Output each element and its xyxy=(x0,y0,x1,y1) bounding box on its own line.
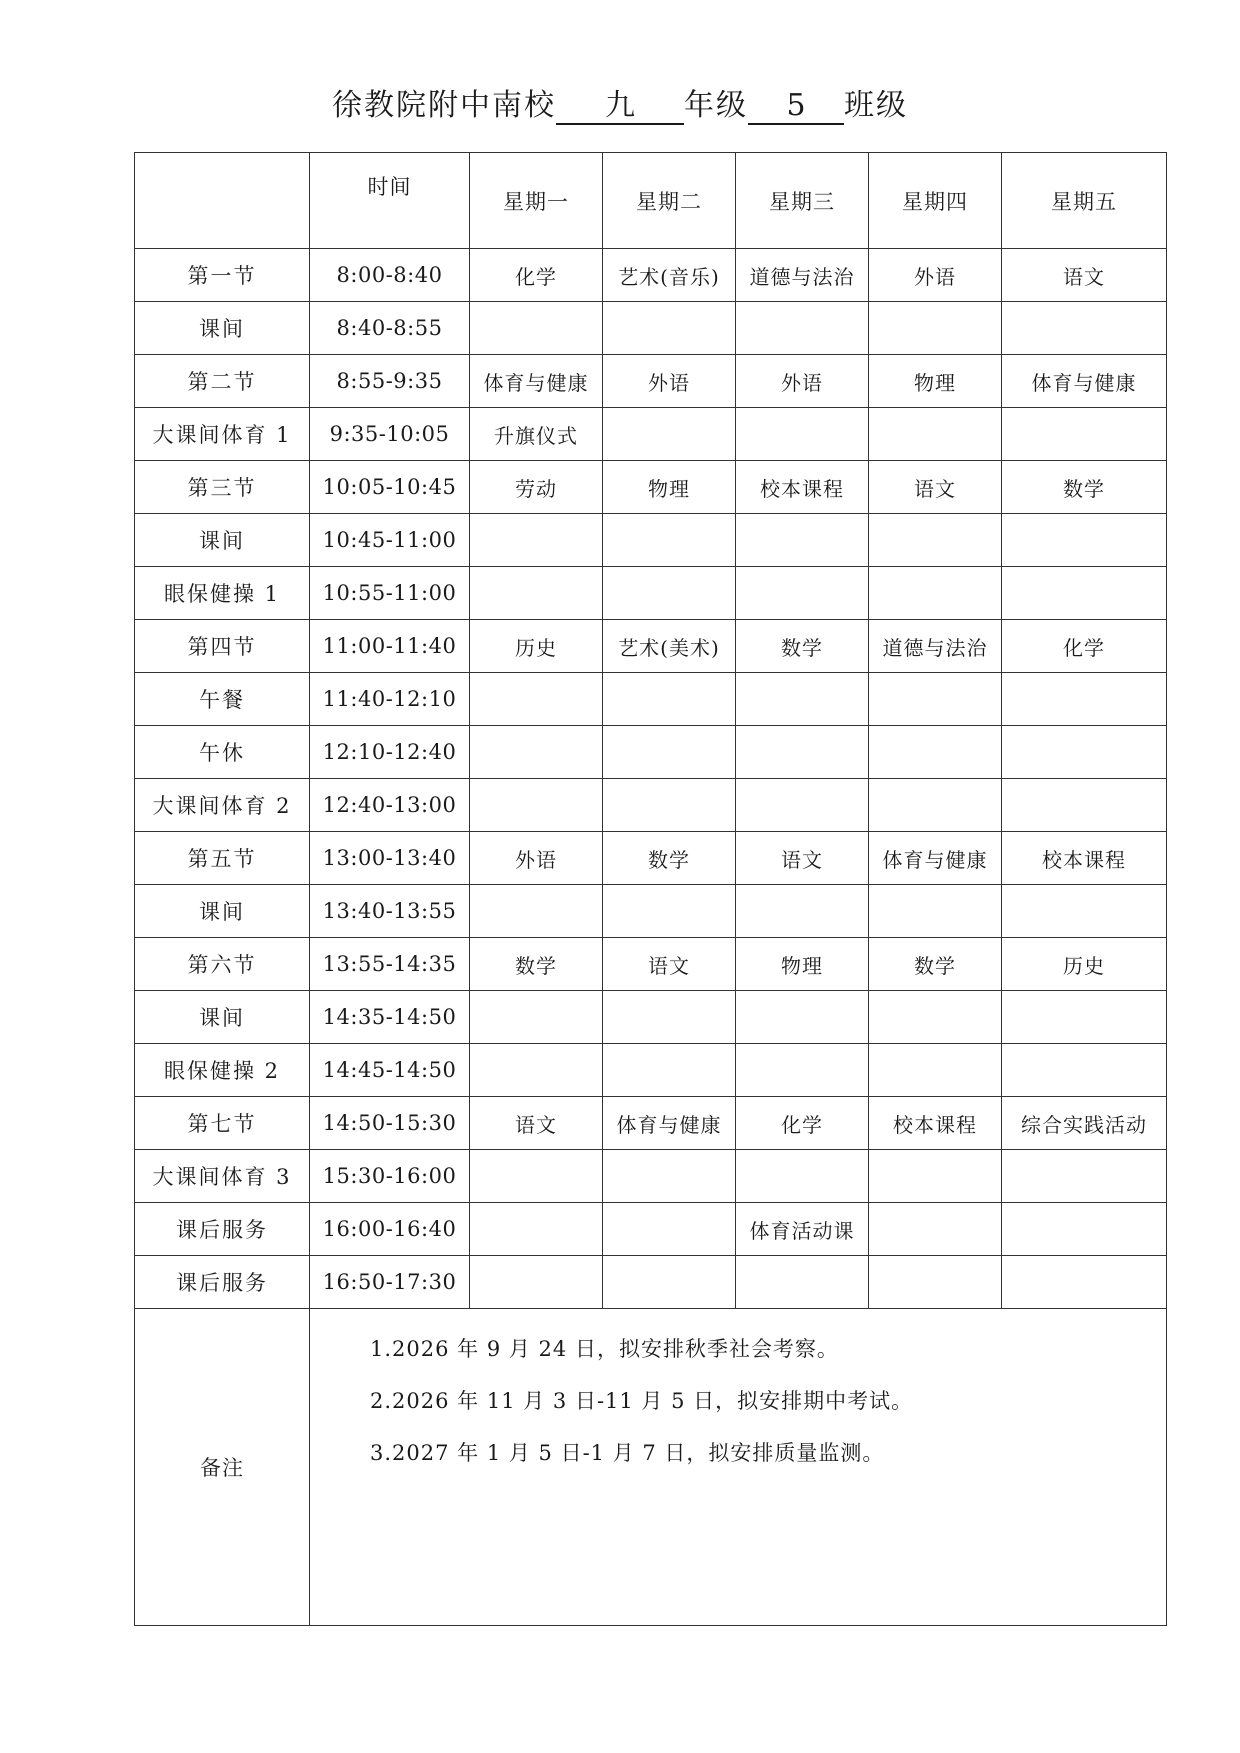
time-cell: 8:40-8:55 xyxy=(310,302,470,355)
subject-cell: 外语 xyxy=(869,249,1002,302)
subject-cell xyxy=(869,1256,1002,1309)
subject-cell xyxy=(470,726,603,779)
period-cell: 午餐 xyxy=(135,673,310,726)
table-row xyxy=(135,567,1167,620)
subject-cell xyxy=(1002,408,1167,461)
period-cell: 第六节 xyxy=(135,938,310,991)
table-row xyxy=(135,461,1167,514)
subject-cell xyxy=(603,885,736,938)
column-header-friday: 星期五 xyxy=(1002,153,1167,249)
subject-cell xyxy=(1002,1256,1167,1309)
subject-cell xyxy=(1002,1203,1167,1256)
subject-cell xyxy=(736,885,869,938)
class-schedule-table xyxy=(134,152,1167,1626)
table-row xyxy=(135,1044,1167,1097)
period-cell: 课间 xyxy=(135,514,310,567)
subject-cell: 校本课程 xyxy=(1002,832,1167,885)
subject-cell: 语文 xyxy=(736,832,869,885)
class-value: 5 xyxy=(748,89,844,125)
subject-cell xyxy=(869,408,1002,461)
note-item: 1.2026 年 9 月 24 日，拟安排秋季社会考察。 xyxy=(370,1337,839,1361)
subject-cell: 物理 xyxy=(603,461,736,514)
subject-cell: 语文 xyxy=(603,938,736,991)
table-row xyxy=(135,1097,1167,1150)
time-cell: 12:40-13:00 xyxy=(310,779,470,832)
table-row xyxy=(135,408,1167,461)
subject-cell xyxy=(603,408,736,461)
subject-cell: 体育与健康 xyxy=(470,355,603,408)
time-cell: 12:10-12:40 xyxy=(310,726,470,779)
period-cell: 课后服务 xyxy=(135,1203,310,1256)
time-cell: 10:45-11:00 xyxy=(310,514,470,567)
column-header-thursday: 星期四 xyxy=(869,153,1002,249)
time-cell: 10:05-10:45 xyxy=(310,461,470,514)
subject-cell: 综合实践活动 xyxy=(1002,1097,1167,1150)
subject-cell xyxy=(603,673,736,726)
subject-cell xyxy=(603,1150,736,1203)
subject-cell: 劳动 xyxy=(470,461,603,514)
subject-cell xyxy=(470,1150,603,1203)
note-item: 3.2027 年 1 月 5 日-1 月 7 日，拟安排质量监测。 xyxy=(370,1441,885,1465)
subject-cell: 数学 xyxy=(603,832,736,885)
period-cell: 眼保健操 2 xyxy=(135,1044,310,1097)
table-row xyxy=(135,885,1167,938)
subject-cell xyxy=(1002,567,1167,620)
table-row xyxy=(135,514,1167,567)
subject-cell: 艺术(音乐) xyxy=(603,249,736,302)
subject-cell xyxy=(470,673,603,726)
table-row xyxy=(135,620,1167,673)
subject-cell: 外语 xyxy=(470,832,603,885)
subject-cell: 化学 xyxy=(1002,620,1167,673)
subject-cell xyxy=(470,1044,603,1097)
subject-cell xyxy=(1002,302,1167,355)
subject-cell xyxy=(603,726,736,779)
subject-cell xyxy=(736,408,869,461)
subject-cell xyxy=(736,779,869,832)
subject-cell: 道德与法治 xyxy=(869,620,1002,673)
period-cell: 课后服务 xyxy=(135,1256,310,1309)
subject-cell xyxy=(736,726,869,779)
subject-cell: 艺术(美术) xyxy=(603,620,736,673)
subject-cell xyxy=(736,991,869,1044)
subject-cell xyxy=(470,991,603,1044)
subject-cell xyxy=(736,302,869,355)
subject-cell xyxy=(736,567,869,620)
column-header-wednesday: 星期三 xyxy=(736,153,869,249)
period-cell: 第二节 xyxy=(135,355,310,408)
subject-cell xyxy=(736,514,869,567)
time-cell: 14:35-14:50 xyxy=(310,991,470,1044)
table-row xyxy=(135,1256,1167,1309)
class-label: 班级 xyxy=(844,88,908,123)
period-cell: 第四节 xyxy=(135,620,310,673)
subject-cell xyxy=(470,885,603,938)
time-cell: 8:55-9:35 xyxy=(310,355,470,408)
grade-label: 年级 xyxy=(684,88,748,123)
subject-cell xyxy=(470,1203,603,1256)
subject-cell: 物理 xyxy=(869,355,1002,408)
period-cell: 午休 xyxy=(135,726,310,779)
subject-cell xyxy=(1002,991,1167,1044)
subject-cell xyxy=(1002,1044,1167,1097)
subject-cell: 数学 xyxy=(869,938,1002,991)
subject-cell: 升旗仪式 xyxy=(470,408,603,461)
subject-cell: 历史 xyxy=(470,620,603,673)
subject-cell xyxy=(869,1044,1002,1097)
subject-cell xyxy=(1002,673,1167,726)
subject-cell xyxy=(736,1044,869,1097)
subject-cell xyxy=(736,1256,869,1309)
time-cell: 13:55-14:35 xyxy=(310,938,470,991)
subject-cell xyxy=(869,1150,1002,1203)
subject-cell: 化学 xyxy=(736,1097,869,1150)
table-row xyxy=(135,938,1167,991)
period-cell: 第七节 xyxy=(135,1097,310,1150)
time-cell: 13:00-13:40 xyxy=(310,832,470,885)
subject-cell xyxy=(736,673,869,726)
subject-cell xyxy=(1002,885,1167,938)
notes-row xyxy=(135,1309,1167,1626)
notes-label: 备注 xyxy=(135,1309,310,1626)
subject-cell xyxy=(1002,514,1167,567)
time-cell: 8:00-8:40 xyxy=(310,249,470,302)
period-cell: 第三节 xyxy=(135,461,310,514)
subject-cell xyxy=(603,1203,736,1256)
table-row xyxy=(135,832,1167,885)
period-cell: 课间 xyxy=(135,991,310,1044)
time-cell: 13:40-13:55 xyxy=(310,885,470,938)
subject-cell: 道德与法治 xyxy=(736,249,869,302)
subject-cell: 语文 xyxy=(1002,249,1167,302)
time-cell: 11:00-11:40 xyxy=(310,620,470,673)
column-header-time: 时间 xyxy=(310,153,470,249)
subject-cell xyxy=(1002,779,1167,832)
subject-cell: 外语 xyxy=(603,355,736,408)
subject-cell xyxy=(869,302,1002,355)
column-header xyxy=(135,153,310,249)
subject-cell: 物理 xyxy=(736,938,869,991)
subject-cell: 语文 xyxy=(869,461,1002,514)
period-cell: 大课间体育 3 xyxy=(135,1150,310,1203)
subject-cell xyxy=(603,991,736,1044)
period-cell: 眼保健操 1 xyxy=(135,567,310,620)
time-cell: 14:45-14:50 xyxy=(310,1044,470,1097)
table-row xyxy=(135,991,1167,1044)
table-row xyxy=(135,1203,1167,1256)
subject-cell: 体育与健康 xyxy=(869,832,1002,885)
subject-cell xyxy=(470,567,603,620)
period-cell: 大课间体育 2 xyxy=(135,779,310,832)
period-cell: 大课间体育 1 xyxy=(135,408,310,461)
subject-cell: 数学 xyxy=(470,938,603,991)
subject-cell xyxy=(470,514,603,567)
subject-cell: 校本课程 xyxy=(869,1097,1002,1150)
subject-cell: 外语 xyxy=(736,355,869,408)
period-cell: 第一节 xyxy=(135,249,310,302)
subject-cell: 历史 xyxy=(1002,938,1167,991)
time-cell: 16:50-17:30 xyxy=(310,1256,470,1309)
subject-cell xyxy=(603,567,736,620)
subject-cell xyxy=(869,885,1002,938)
subject-cell: 体育与健康 xyxy=(1002,355,1167,408)
table-row xyxy=(135,726,1167,779)
time-cell: 10:55-11:00 xyxy=(310,567,470,620)
column-header-tuesday: 星期二 xyxy=(603,153,736,249)
time-cell: 14:50-15:30 xyxy=(310,1097,470,1150)
time-cell: 9:35-10:05 xyxy=(310,408,470,461)
subject-cell xyxy=(869,726,1002,779)
subject-cell xyxy=(869,1203,1002,1256)
table-row xyxy=(135,673,1167,726)
header-row xyxy=(135,153,1167,249)
subject-cell: 体育与健康 xyxy=(603,1097,736,1150)
table-row xyxy=(135,249,1167,302)
subject-cell xyxy=(736,1150,869,1203)
subject-cell xyxy=(470,779,603,832)
period-cell: 第五节 xyxy=(135,832,310,885)
subject-cell xyxy=(1002,1150,1167,1203)
subject-cell: 数学 xyxy=(1002,461,1167,514)
table-row xyxy=(135,355,1167,408)
column-header-monday: 星期一 xyxy=(470,153,603,249)
subject-cell xyxy=(470,1256,603,1309)
subject-cell: 数学 xyxy=(736,620,869,673)
subject-cell xyxy=(1002,726,1167,779)
grade-value: 九 xyxy=(556,89,684,125)
subject-cell xyxy=(603,779,736,832)
subject-cell xyxy=(869,567,1002,620)
subject-cell xyxy=(603,1256,736,1309)
table-row xyxy=(135,1150,1167,1203)
subject-cell xyxy=(869,673,1002,726)
time-cell: 16:00-16:40 xyxy=(310,1203,470,1256)
subject-cell: 体育活动课 xyxy=(736,1203,869,1256)
page-title xyxy=(0,84,1240,128)
subject-cell xyxy=(869,779,1002,832)
time-cell: 15:30-16:00 xyxy=(310,1150,470,1203)
subject-cell: 校本课程 xyxy=(736,461,869,514)
period-cell: 课间 xyxy=(135,302,310,355)
subject-cell xyxy=(603,1044,736,1097)
school-name: 徐教院附中南校 xyxy=(332,88,556,123)
subject-cell xyxy=(869,991,1002,1044)
subject-cell xyxy=(869,514,1002,567)
subject-cell xyxy=(603,302,736,355)
table-row xyxy=(135,302,1167,355)
subject-cell xyxy=(470,302,603,355)
time-cell: 11:40-12:10 xyxy=(310,673,470,726)
subject-cell: 语文 xyxy=(470,1097,603,1150)
period-cell: 课间 xyxy=(135,885,310,938)
notes-content xyxy=(310,1309,1167,1626)
subject-cell: 化学 xyxy=(470,249,603,302)
table-row xyxy=(135,779,1167,832)
note-item: 2.2026 年 11 月 3 日-11 月 5 日，拟安排期中考试。 xyxy=(370,1389,914,1413)
subject-cell xyxy=(603,514,736,567)
